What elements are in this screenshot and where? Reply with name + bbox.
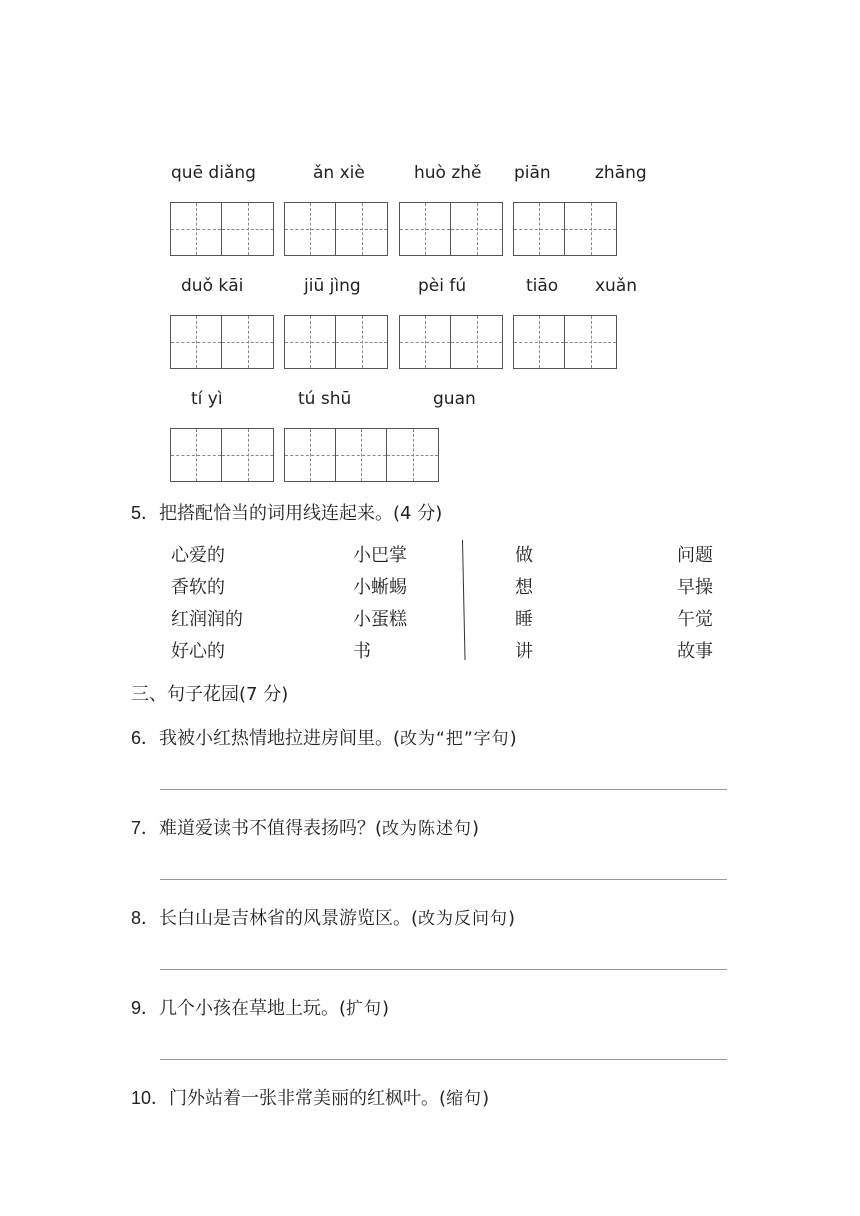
match-word[interactable]: 书 [353, 641, 371, 662]
writing-grid[interactable] [513, 202, 617, 256]
pinyin-label: tú shū [298, 389, 352, 409]
writing-grid[interactable] [170, 315, 274, 369]
writing-grid[interactable] [284, 315, 388, 369]
writing-grid[interactable] [513, 315, 617, 369]
match-left-col2 [353, 540, 407, 668]
writing-grid[interactable] [399, 202, 503, 256]
match-word[interactable]: 想 [515, 577, 533, 598]
answer-line[interactable] [160, 1059, 727, 1060]
match-word[interactable]: 早操 [677, 577, 713, 598]
pinyin-label: ǎn xiè [313, 163, 365, 183]
question-8: 8．长白山是吉林省的风景游览区。(改为反问句) [131, 908, 516, 929]
question-10: 10．门外站着一张非常美丽的红枫叶。(缩句) [131, 1088, 490, 1109]
pinyin-label: piān [514, 163, 551, 183]
match-word[interactable]: 讲 [515, 641, 533, 662]
question-6: 6．我被小红热情地拉进房间里。(改为“把”字句) [131, 728, 517, 749]
section-title: 三、句子花园(7 分) [131, 684, 289, 705]
writing-grid[interactable] [399, 315, 503, 369]
match-word[interactable]: 睡 [515, 609, 533, 630]
match-word[interactable]: 小蜥蜴 [353, 577, 407, 598]
answer-line[interactable] [160, 789, 727, 790]
answer-line[interactable] [160, 879, 727, 880]
pinyin-label: duǒ kāi [181, 276, 244, 296]
match-word[interactable]: 红润润的 [171, 609, 243, 630]
writing-grid[interactable] [170, 428, 274, 482]
match-word[interactable]: 心爱的 [171, 545, 225, 566]
match-word[interactable]: 做 [515, 545, 533, 566]
match-word[interactable]: 好心的 [171, 641, 225, 662]
pinyin-label: zhāng [595, 163, 647, 183]
writing-grid[interactable] [284, 202, 388, 256]
pinyin-label: tiāo [526, 276, 559, 296]
pinyin-label: jiū jìng [304, 276, 361, 296]
pinyin-label: guan [433, 389, 476, 409]
match-right-col2 [677, 540, 713, 668]
writing-grid[interactable] [170, 202, 274, 256]
match-right-col1 [515, 540, 533, 668]
pinyin-label: quē diǎng [171, 163, 256, 183]
pinyin-label: huò zhě [414, 163, 482, 183]
question-5: 5．把搭配恰当的词用线连起来。(4 分) [131, 503, 443, 524]
match-word[interactable]: 午觉 [677, 609, 713, 630]
writing-grid[interactable] [284, 428, 439, 482]
match-word[interactable]: 香软的 [171, 577, 225, 598]
answer-line[interactable] [160, 969, 727, 970]
question-9: 9．几个小孩在草地上玩。(扩句) [131, 998, 390, 1019]
pinyin-label: pèi fú [418, 276, 467, 296]
question-7: 7．难道爱读书不值得表扬吗？(改为陈述句) [131, 818, 480, 839]
pinyin-label: xuǎn [595, 276, 638, 296]
match-word[interactable]: 故事 [677, 641, 713, 662]
match-word[interactable]: 小巴掌 [353, 545, 407, 566]
match-divider [462, 540, 466, 660]
pinyin-label: tí yì [191, 389, 223, 409]
match-word[interactable]: 小蛋糕 [353, 609, 407, 630]
match-word[interactable]: 问题 [677, 545, 713, 566]
match-left-col1 [171, 540, 243, 668]
